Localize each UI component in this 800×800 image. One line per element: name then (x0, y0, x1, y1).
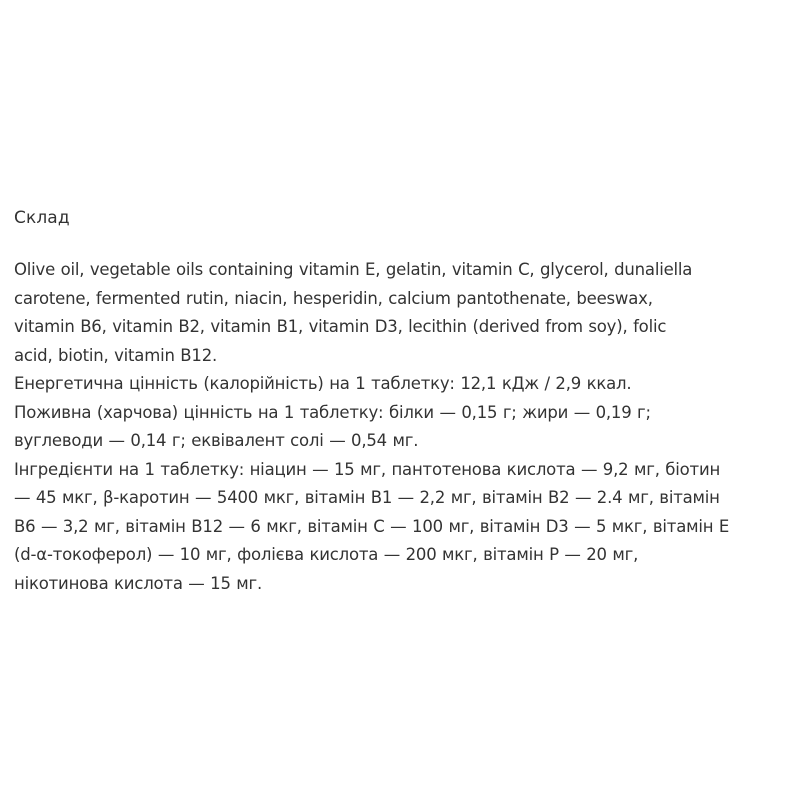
section-title: Склад (14, 208, 70, 228)
english-line-2: carotene, fermented rutin, niacin, hesperidin, calcium pantothenate, beeswax, (14, 288, 653, 308)
energy-line: Енергетична цінність (калорійність) на 1 таблетку: 12,1 кДж / 2,9 ккал. (14, 374, 632, 393)
nutrition-line-1: Поживна (харчова) цінність на 1 таблетку: білки — 0,15 г; жири — 0,19 г; (14, 402, 651, 422)
ingredient-line-2: — 45 мкг, β-каротин — 5400 мкг, вітамін В1 — 2,2 мг, вітамін В2 — 2.4 мг, вітамін (14, 488, 720, 507)
nutrition-line-2: вуглеводи — 0,14 г; еквівалент солі — 0,54 мг. (14, 431, 419, 450)
composition-text (14, 256, 794, 598)
composition-section (14, 206, 794, 598)
ingredient-line-5: нікотинова кислота — 15 мг. (14, 573, 263, 593)
english-line-1: Olive oil, vegetable oils containing vitamin E, gelatin, vitamin C, glycerol, dunaliella (14, 260, 693, 279)
ingredient-line-4: (d-α-токоферол) — 10 мг, фолієва кислота — 200 мкг, вітамін Р — 20 мг, (14, 545, 639, 564)
ingredient-line-1: Інгредієнти на 1 таблетку: ніацин — 15 мг, пантотенова кислота — 9,2 мг, біотин (14, 459, 721, 479)
english-line-4: acid, biotin, vitamin B12. (14, 345, 218, 365)
ingredient-line-3: В6 — 3,2 мг, вітамін В12 — 6 мкг, вітамін С — 100 мг, вітамін D3 — 5 мкг, вітамін Е (14, 516, 730, 536)
english-line-3: vitamin B6, vitamin B2, vitamin B1, vitamin D3, lecithin (derived from soy), folic (14, 317, 667, 336)
